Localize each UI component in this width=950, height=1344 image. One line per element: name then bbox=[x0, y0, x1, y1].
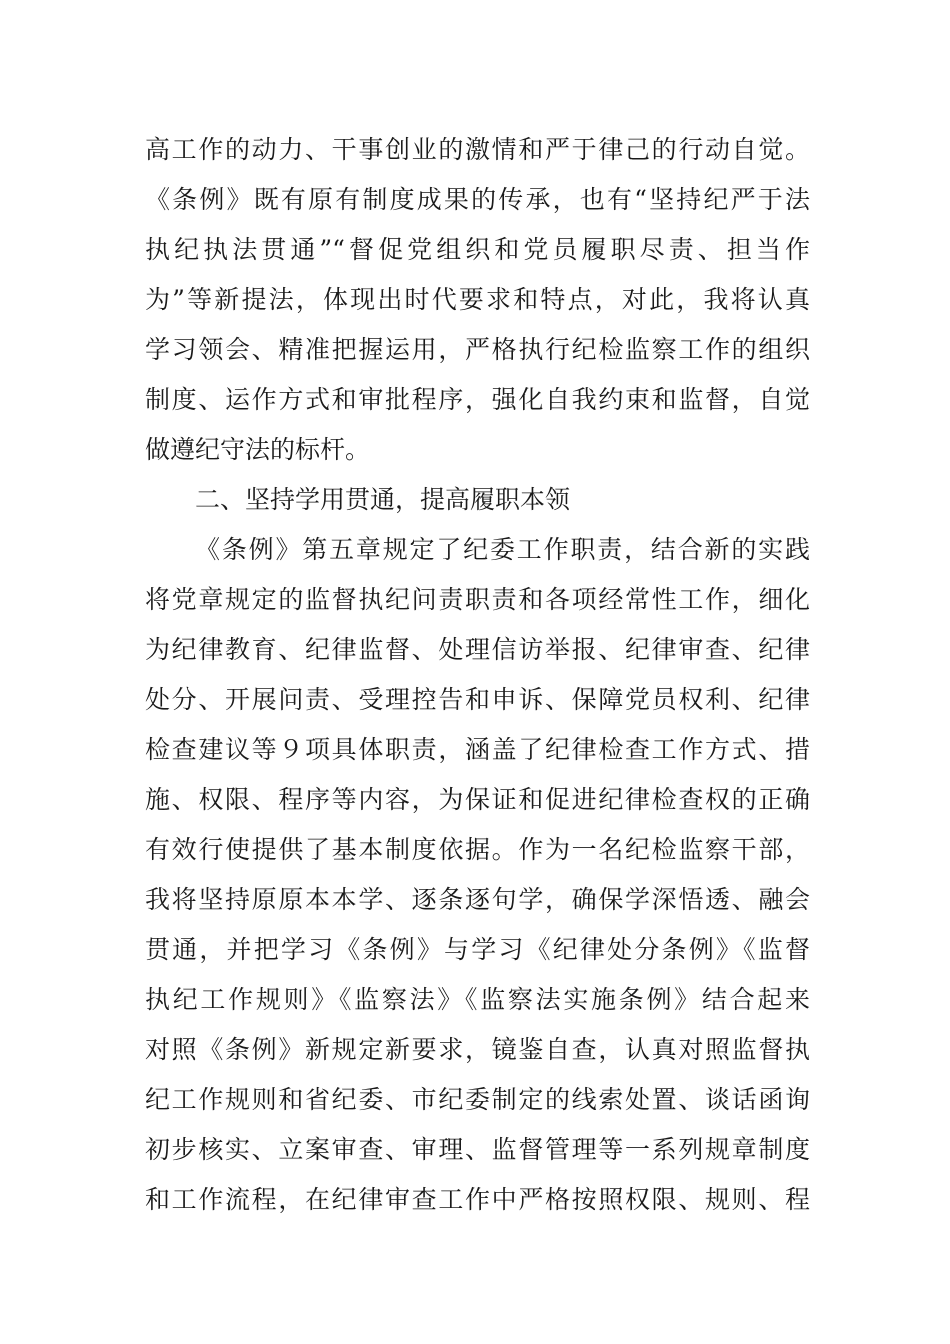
text-line: 制度、运作方式和审批程序，强化自我约束和监督，自觉 bbox=[145, 385, 810, 414]
text-line: 高工作的动力、干事创业的激情和严于律己的行动自觉。 bbox=[145, 135, 810, 164]
text-line: 有效行使提供了基本制度依据。作为一名纪检监察干部， bbox=[145, 835, 810, 864]
text-line: 对照《条例》新规定新要求，镜鉴自查，认真对照监督执 bbox=[145, 1035, 810, 1064]
text-line: 贯通，并把学习《条例》与学习《纪律处分条例》《监督 bbox=[145, 935, 810, 964]
text-line: 《条例》既有原有制度成果的传承，也有“坚持纪严于法 bbox=[145, 185, 810, 214]
text-line: 将党章规定的监督执纪问责职责和各项经常性工作，细化 bbox=[145, 585, 810, 614]
text-line: 为”等新提法，体现出时代要求和特点，对此，我将认真 bbox=[145, 285, 810, 314]
text-line: 为纪律教育、纪律监督、处理信访举报、纪律审查、纪律 bbox=[145, 635, 810, 664]
text-line: 做遵纪守法的标杆。 bbox=[145, 435, 371, 464]
text-line: 检查建议等９项具体职责，涵盖了纪律检查工作方式、措 bbox=[145, 735, 810, 764]
text-line: 纪工作规则和省纪委、市纪委制定的线索处置、谈话函询 bbox=[145, 1085, 810, 1114]
text-line: 《条例》第五章规定了纪委工作职责，结合新的实践 bbox=[195, 535, 810, 564]
text-line: 施、权限、程序等内容，为保证和促进纪律检查权的正确 bbox=[145, 785, 810, 814]
text-line: 我将坚持原原本本学、逐条逐句学，确保学深悟透、融会 bbox=[145, 885, 810, 914]
text-line: 执纪工作规则》《监察法》《监察法实施条例》结合起来 bbox=[145, 985, 810, 1014]
text-line: 和工作流程，在纪律审查工作中严格按照权限、规则、程 bbox=[145, 1185, 810, 1214]
text-line: 处分、开展问责、受理控告和申诉、保障党员权利、纪律 bbox=[145, 685, 810, 714]
section-heading: 二、坚持学用贯通，提高履职本领 bbox=[195, 485, 571, 514]
text-line: 初步核实、立案审查、审理、监督管理等一系列规章制度 bbox=[145, 1135, 810, 1164]
text-line: 学习领会、精准把握运用，严格执行纪检监察工作的组织 bbox=[145, 335, 810, 364]
text-line: 执纪执法贯通”“督促党组织和党员履职尽责、担当作 bbox=[145, 235, 810, 264]
